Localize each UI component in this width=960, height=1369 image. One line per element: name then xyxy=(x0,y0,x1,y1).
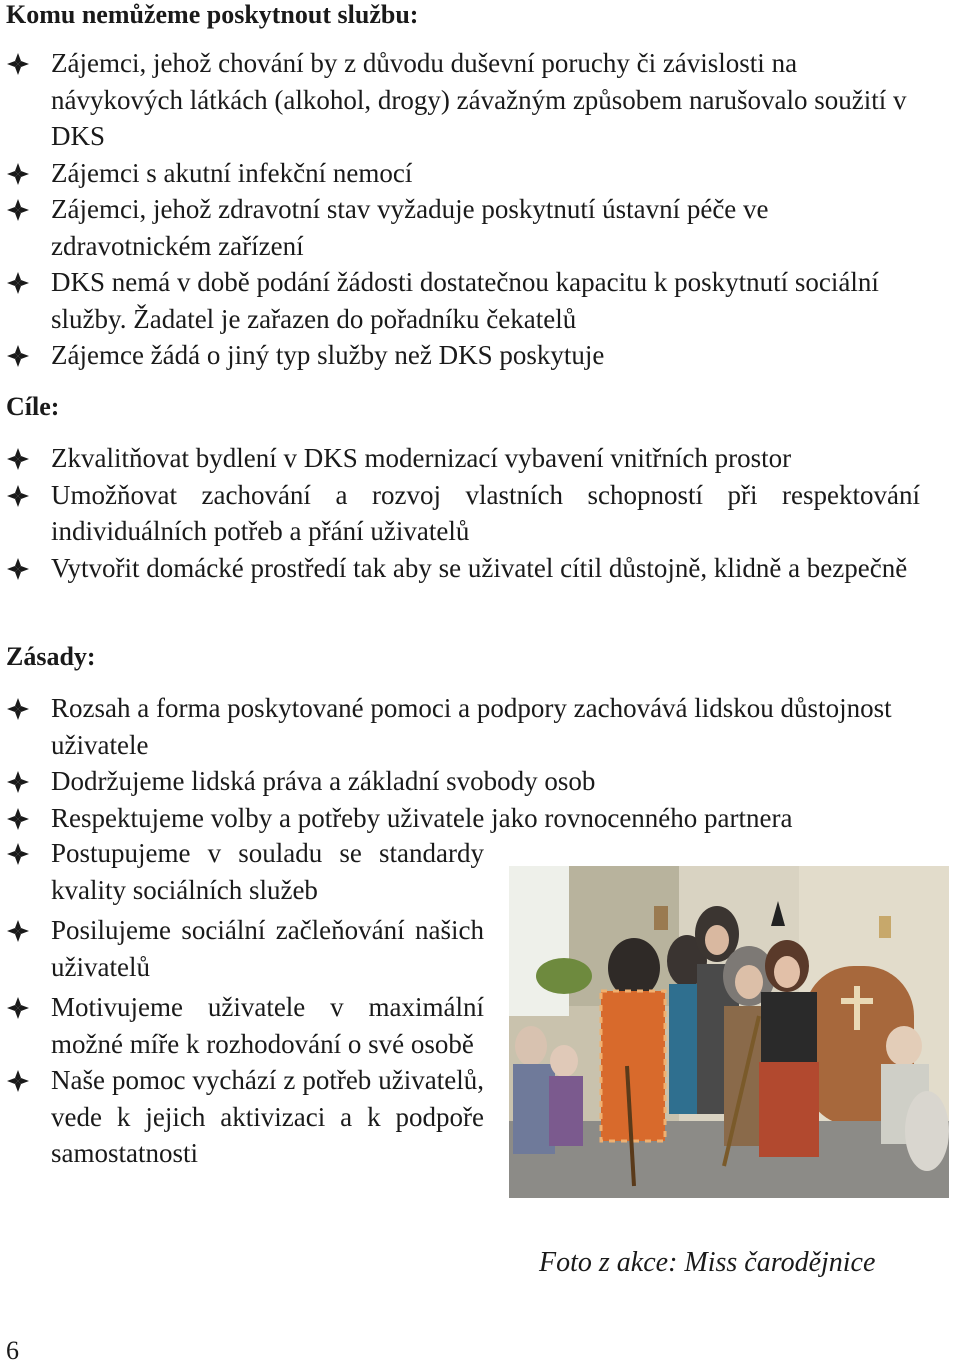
list-item-text: Umožňovat zachování a rozvoj vlastních schopností při respektování individuálních potřeb a přání uživatelů xyxy=(51,479,920,546)
list-item-text: Rozsah a forma poskytované pomoci a podpory zachovává lidskou důstojnost uživatele xyxy=(51,693,892,760)
list-item xyxy=(0,912,484,985)
diamond-bullet-icon xyxy=(6,52,30,76)
list-item-text: Zájemci, jehož chování by z důvodu duševní poruchy či závislosti na návykových látkách (alkohol, drogy) závažným způsobem narušovalo soužití v DKS xyxy=(51,48,907,151)
list-item xyxy=(0,264,920,337)
heading-zasady: Zásady: xyxy=(6,642,96,671)
list-item-text: Naše pomoc vychází z potřeb uživatelů, vede k jejich aktivizaci a k podpoře samostatnosti xyxy=(51,1065,484,1168)
list-item xyxy=(0,337,920,374)
diamond-bullet-icon xyxy=(6,484,30,508)
list-item xyxy=(0,835,484,908)
photo-caption: Foto z akce: Miss čarodějnice xyxy=(539,1247,876,1278)
list-item-text: Postupujeme v souladu se standardy kvality sociálních služeb xyxy=(51,838,484,905)
list-item xyxy=(0,800,920,837)
diamond-bullet-icon xyxy=(6,807,30,831)
list-zasady-beside-photo xyxy=(0,835,484,1172)
list-item-text: DKS nemá v době podání žádosti dostatečnou kapacitu k poskytnutí sociální služby. Žadatel je zařazen do pořadníku čekatelů xyxy=(51,267,879,334)
list-item-text: Zkvalitňovat bydlení v DKS modernizací vybavení vnitřních prostor xyxy=(51,443,792,473)
list-item xyxy=(0,155,920,192)
list-item-text: Zájemce žádá o jiný typ služby než DKS poskytuje xyxy=(51,340,605,370)
list-komu xyxy=(0,45,920,374)
list-zasady xyxy=(0,690,920,836)
page-number: 6 xyxy=(6,1336,19,1365)
diamond-bullet-icon xyxy=(6,162,30,186)
list-cile xyxy=(0,440,920,586)
list-item xyxy=(0,1062,484,1172)
diamond-bullet-icon xyxy=(6,198,30,222)
list-item-text: Dodržujeme lidská práva a základní svobody osob xyxy=(51,766,596,796)
list-item-text: Zájemci s akutní infekční nemocí xyxy=(51,157,413,188)
list-item xyxy=(0,477,920,550)
list-item-text: Posilujeme sociální začleňování našich uživatelů xyxy=(51,915,484,982)
diamond-bullet-icon xyxy=(6,919,30,943)
diamond-bullet-icon xyxy=(6,697,30,721)
diamond-bullet-icon xyxy=(6,842,30,866)
diamond-bullet-icon xyxy=(6,1069,30,1093)
list-item xyxy=(0,45,920,155)
list-item xyxy=(0,989,484,1062)
diamond-bullet-icon xyxy=(6,996,30,1020)
list-item xyxy=(0,550,920,587)
list-item xyxy=(0,690,920,763)
list-item-text: Motivujeme uživatele v maximální možné míře k rozhodování o své osobě xyxy=(51,992,484,1059)
diamond-bullet-icon xyxy=(6,770,30,794)
event-photo-image xyxy=(509,866,949,1198)
diamond-bullet-icon xyxy=(6,447,30,471)
diamond-bullet-icon xyxy=(6,557,30,581)
event-photo xyxy=(509,866,949,1198)
diamond-bullet-icon xyxy=(6,271,30,295)
heading-cile: Cíle: xyxy=(6,392,60,421)
list-item xyxy=(0,440,920,477)
list-item xyxy=(0,763,920,800)
diamond-bullet-icon xyxy=(6,344,30,368)
list-item-text: Zájemci, jehož zdravotní stav vyžaduje poskytnutí ústavní péče ve zdravotnickém zařízení xyxy=(51,194,769,261)
list-item xyxy=(0,191,920,264)
list-item-text: Respektujeme volby a potřeby uživatele jako rovnocenného partnera xyxy=(51,802,793,833)
heading-komu: Komu nemůžeme poskytnout službu: xyxy=(6,0,419,29)
list-item-text: Vytvořit domácké prostředí tak aby se uživatel cítil důstojně, klidně a bezpečně xyxy=(51,552,908,583)
